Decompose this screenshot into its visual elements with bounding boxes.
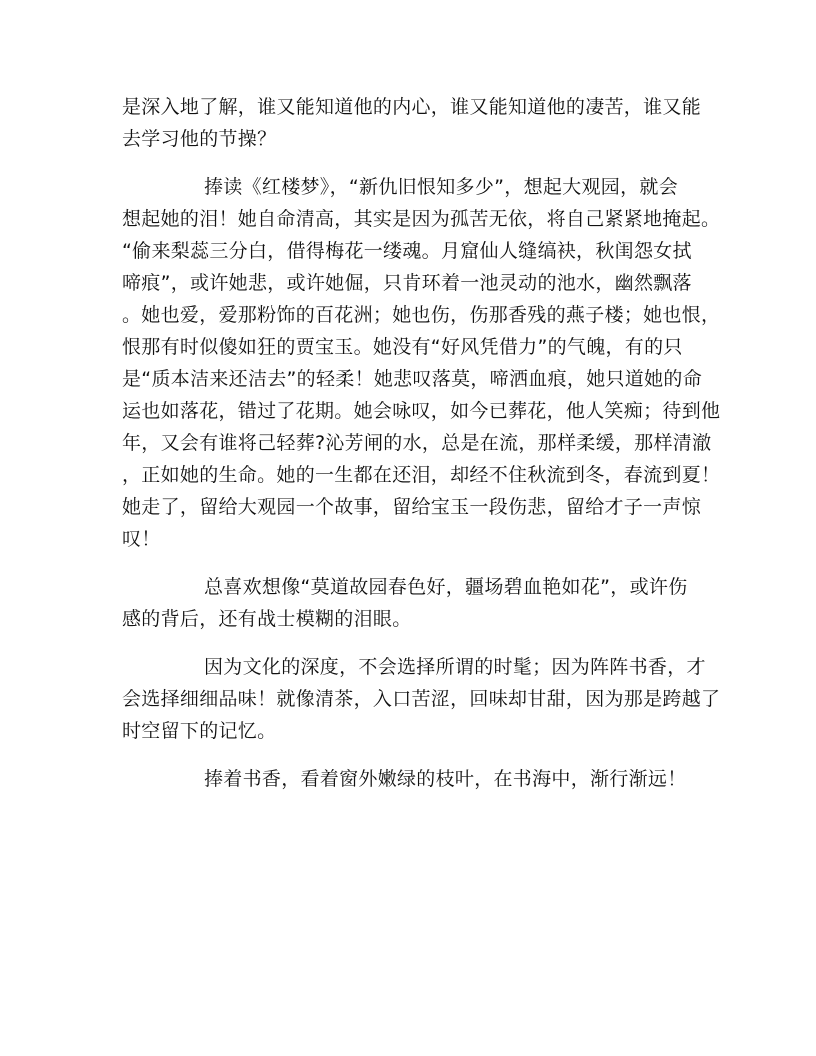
text-line: 会选择细细品味！就像清茶，入口苦涩，回味却甘甜，因为那是跨越了	[122, 688, 721, 710]
text-line: 是深入地了解，谁又能知道他的内心，谁又能知道他的凄苦，谁又能	[122, 96, 702, 118]
text-line: 她走了，留给大观园一个故事，留给宝玉一段伤悲，留给才子一声惊	[122, 496, 702, 518]
text-line: 感的背后，还有战士模糊的泪眼。	[122, 608, 412, 630]
text-line: 。她也爱，爱那粉饰的百花洲；她也伤，伤那香残的燕子楼；她也恨，	[122, 304, 721, 326]
text-line: 是“质本洁来还洁去”的轻柔！她悲叹落莫，啼洒血痕，她只道她的命	[122, 368, 702, 390]
text-line: 去学习他的节操？	[122, 128, 277, 150]
text-line: ，正如她的生命。她的一生都在还泪，却经不住秋流到冬，春流到夏！	[122, 464, 721, 486]
text-line: “偷来梨蕊三分白，借得梅花一缕魂。月窟仙人缝缟袂，秋闺怨女拭	[122, 240, 692, 262]
paragraph-first-line: 捧读《红楼梦》，“新仇旧恨知多少”，想起大观园，就会	[204, 176, 678, 198]
text-line: 时空留下的记忆。	[122, 720, 277, 742]
text-line: 运也如落花，错过了花期。她会咏叹，如今已葬花，他人笑痴；待到他	[122, 400, 721, 422]
paragraph-first-line: 因为文化的深度，不会选择所谓的时髦；因为阵阵书香，才	[204, 656, 706, 678]
text-line: 年，又会有谁将己轻葬?沁芳闸的水，总是在流，那样柔缓，那样清澈	[122, 432, 712, 454]
text-line: 想起她的泪！她自命清高，其实是因为孤苦无依，将自己紧紧地掩起。	[122, 208, 721, 230]
paragraph-first-line: 总喜欢想像“莫道故园春色好，疆场碧血艳如花”，或许伤	[204, 576, 688, 598]
text-line: 啼痕”，或许她悲，或许她倔，只肯环着一池灵动的池水，幽然飘落	[122, 272, 692, 294]
text-line: 恨那有时似傻如狂的贾宝玉。她没有“好风凭借力”的气魄，有的只	[122, 336, 683, 358]
paragraph-first-line: 捧着书香，看着窗外嫩绿的枝叶，在书海中，渐行渐远！	[204, 768, 687, 790]
text-line: 叹！	[122, 528, 161, 550]
